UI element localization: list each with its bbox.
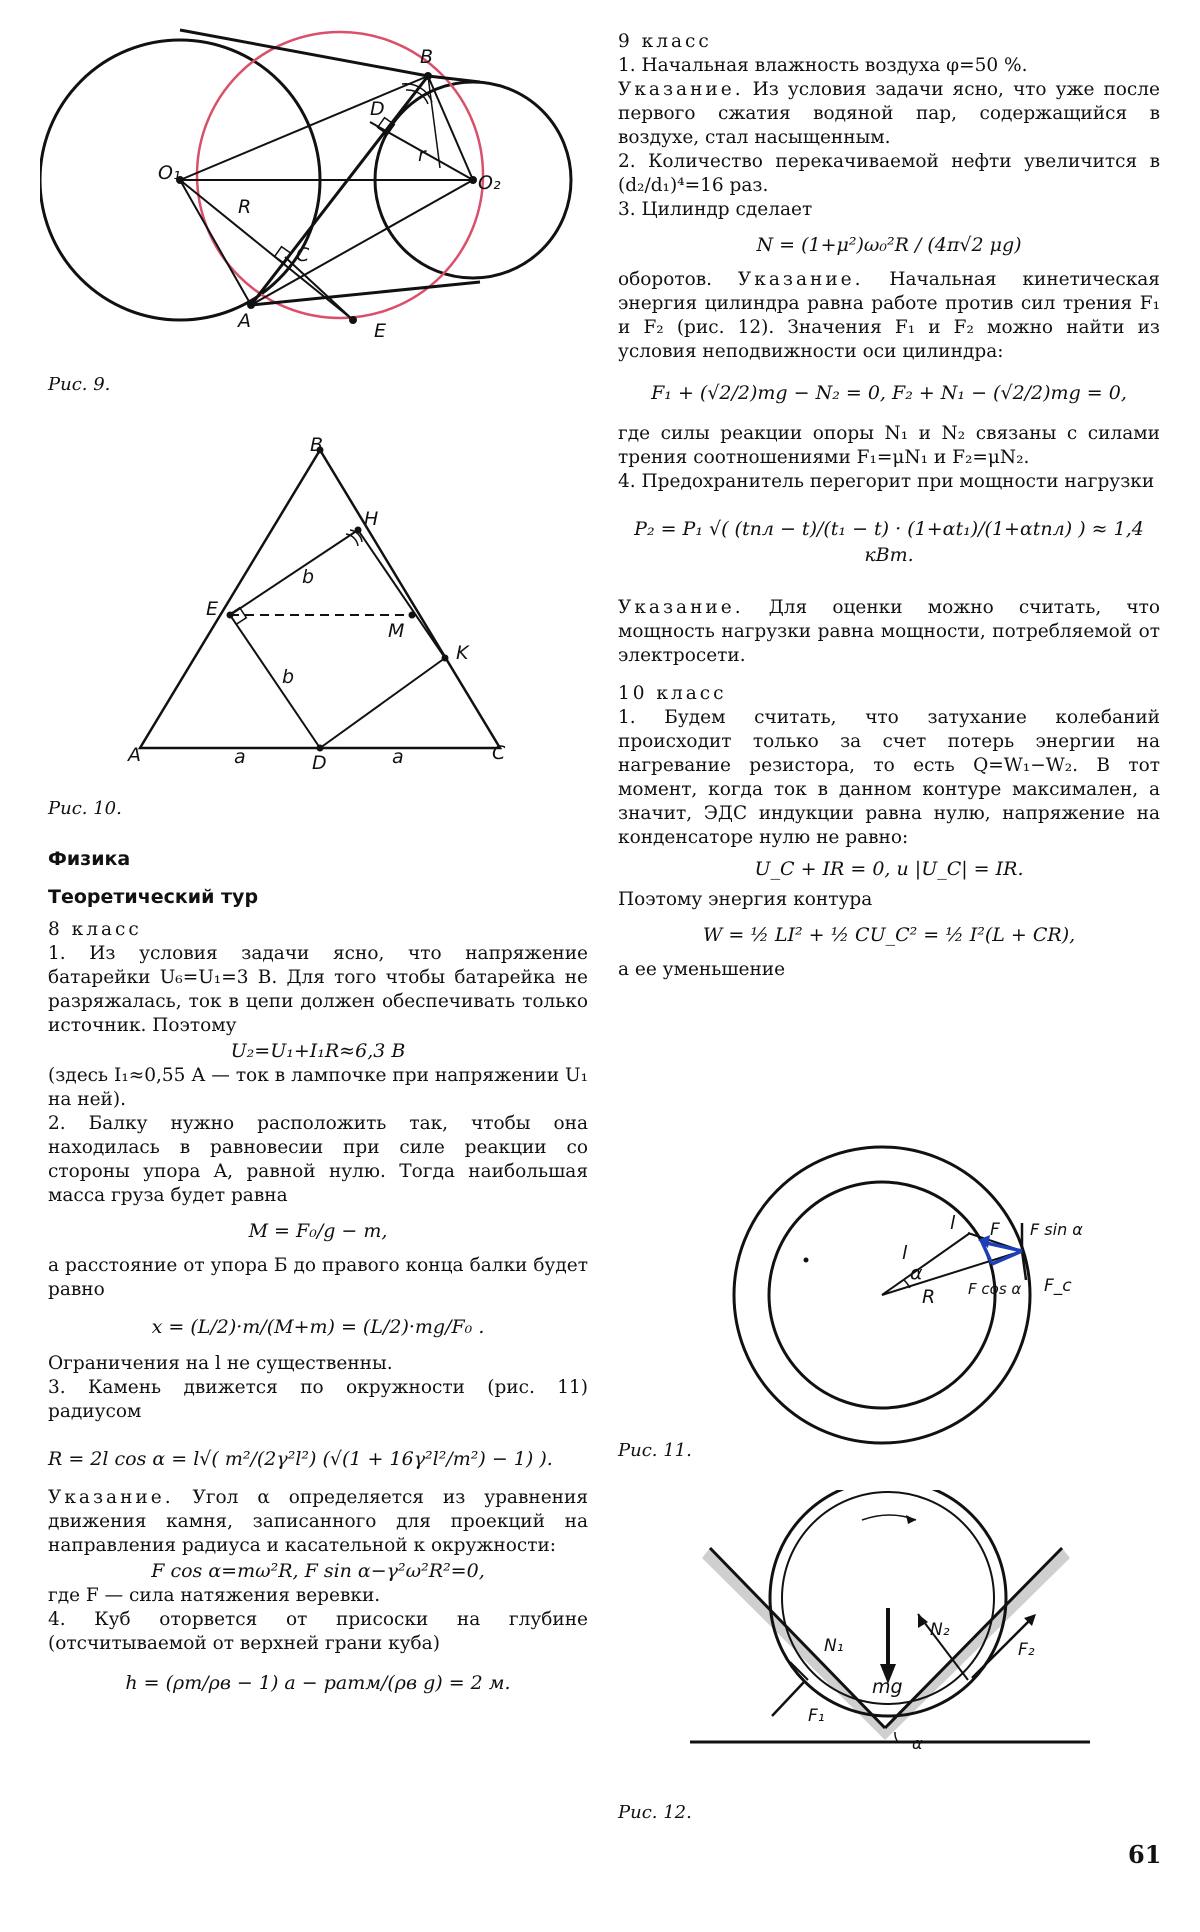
fig10-label-a1: a [234, 746, 246, 768]
fig11-label-l1: l [950, 1212, 956, 1234]
right-text-column [618, 30, 1160, 982]
g9-problem3-c: где силы реакции опоры N₁ и N₂ связаны с силами трения соотношениями F₁=μN₁ и F₂=μN₂. [618, 423, 1160, 468]
fig10-label-c: C [492, 742, 506, 764]
fig9-label-big-r: R [238, 196, 252, 218]
fig9-label-o1: O₁ [158, 162, 181, 184]
g8-problem1-note: (здесь I₁≈0,55 А — ток в лампочке при напряжении U₁ на ней). [48, 1065, 588, 1110]
figure-12 [690, 1490, 1090, 1780]
g10-problem1: 1. Будем считать, что затухание колебаний происходит только за счет потерь энергии на нагревание резистора, то есть Q=W₁−W₂. В тот момент, когда ток в данном контуре максимален, а значит, ЭДС индукции равна нулю, напряжение на конденсаторе нулю не равно: [618, 707, 1160, 848]
fig9-label-d: D [370, 98, 385, 120]
figure-10 [120, 430, 520, 770]
fig12-label-alpha: α [912, 1734, 923, 1753]
fig12-caption: Рис. 12. [618, 1802, 692, 1823]
fig10-label-k: K [456, 642, 469, 664]
fig12-label-mg: mg [872, 1676, 903, 1698]
figure-9 [40, 20, 600, 350]
left-text-column [48, 848, 588, 1696]
fig9-label-b: B [420, 46, 434, 68]
grade8-heading: 8 класс [48, 919, 142, 940]
fig10-label-b1: b [302, 566, 315, 588]
fig10-label-a2: a [392, 746, 404, 768]
grade9-heading: 9 класс [618, 31, 712, 52]
g8-problem3: 3. Камень движется по окружности (рис. 11) радиусом [48, 1377, 588, 1422]
fig12-label-n1: N₁ [824, 1636, 844, 1656]
fig11-label-f: F [990, 1220, 1000, 1240]
fig12-label-f1: F₁ [808, 1706, 825, 1726]
g8-hint-label: Указание. [48, 1487, 174, 1508]
g8-problem2-b: а расстояние от упора Б до правого конца балки будет равно [48, 1255, 588, 1300]
fig11-label-fsin: F sin α [1030, 1220, 1083, 1239]
g8-problem2-c: Ограничения на l не существенны. [48, 1353, 393, 1374]
g9-formula1: N = (1+μ²)ω₀²R / (4π√2 μg) [756, 234, 1022, 256]
circle-red [197, 32, 483, 318]
fig10-label-m: M [388, 620, 405, 642]
g8-formula6: h = (ρт/ρв − 1) a − pатм/(ρв g) = 2 м. [125, 1672, 511, 1694]
tour-title: Теоретический тур [48, 886, 259, 908]
fig10-label-b: B [310, 434, 324, 456]
fig12-label-f2: F₂ [1018, 1640, 1035, 1660]
g10-formula2: W = ½ LI² + ½ CU_C² = ½ I²(L + CR), [702, 924, 1076, 946]
g9-formula3: P₂ = P₁ √( (tпл − t)/(t₁ − t) · (1+αt₁)/(1+αtпл) ) ≈ 1,4 кВт. [634, 518, 1144, 566]
fig11-label-alpha: α [910, 1262, 923, 1284]
g8-formula3: x = (L/2)·m/(M+m) = (L/2)·mg/F₀ . [151, 1316, 485, 1338]
g9-hint1-label: Указание. [618, 79, 744, 100]
g9-problem4-hint: Для оценки можно считать, что мощность нагрузки равна мощности, потребляемой от электросети. [618, 597, 1160, 666]
fig9-label-e: E [374, 320, 387, 342]
fig10-label-e: E [206, 598, 219, 620]
fig9-label-c: C [296, 244, 310, 266]
g10-problem1-b: Поэтому энергия контура [618, 889, 873, 910]
fig11-label-fcos: F cos α [968, 1280, 1022, 1298]
fig10-label-b2: b [282, 666, 295, 688]
fig9-label-r: r [418, 144, 426, 166]
fig12-label-n2: N₂ [930, 1620, 950, 1640]
page-number: 61 [1128, 1840, 1162, 1869]
fig11-label-fc: F_c [1044, 1276, 1072, 1296]
g9-problem4: 4. Предохранитель перегорит при мощности нагрузки [618, 471, 1155, 492]
g8-problem2: 2. Балку нужно расположить так, чтобы она находилась в равновесии при силе реакции со стороны упора A, равной нулю. Тогда наибольшая масса груза будет равна [48, 1113, 588, 1206]
g8-problem3-c: где F — сила натяжения веревки. [48, 1585, 381, 1606]
g9-problem1: 1. Начальная влажность воздуха φ=50 %. [618, 55, 1028, 76]
g10-formula1: U_C + IR = 0, и |U_C| = IR. [754, 858, 1024, 880]
g8-problem3-hint: Угол α определяется из уравнения движения камня, записанного для проекций на направления радиуса и касательной к окружности: [48, 1487, 588, 1556]
g9-hint4-label: Указание. [618, 597, 744, 618]
g8-formula4: R = 2l cos α = l√( m²/(2γ²l²) (√(1 + 16γ²l²/m²) − 1) ). [48, 1448, 553, 1470]
fig9-label-a: A [238, 310, 251, 332]
fig11-label-r: R [922, 1286, 936, 1308]
fig10-label-a: A [128, 744, 141, 766]
g8-problem4: 4. Куб оторвется от присоски на глубине (отсчитываемой от верхней грани куба) [48, 1609, 588, 1654]
g9-problem3-hint: Начальная кинетическая энергия цилиндра равна работе против сил трения F₁ и F₂ (рис. 12). Значения F₁ и F₂ можно найти из условия неподвижности оси цилиндра: [618, 269, 1160, 362]
g9-hint3-label: Указание. [737, 269, 864, 290]
g9-problem3-pre: оборотов. [618, 269, 738, 290]
g8-problem1: 1. Из условия задачи ясно, что напряжение батарейки U₆=U₁=3 В. Для того чтобы батарейка не разряжалась, ток в цепи должен обеспечивать только источник. Поэтому [48, 943, 588, 1036]
fig11-label-l2: l [902, 1242, 908, 1264]
g10-problem1-c: а ее уменьшение [618, 959, 786, 980]
g8-formula1: U₂=U₁+I₁R≈6,3 В [230, 1040, 406, 1062]
g9-problem2: 2. Количество перекачиваемой нефти увеличится в (d₂/d₁)⁴=16 раз. [618, 151, 1160, 196]
fig10-caption: Рис. 10. [48, 798, 122, 819]
g8-formula5: F cos α=mω²R, F sin α−γ²ω²R²=0, [151, 1560, 485, 1582]
fig9-caption: Рис. 9. [48, 374, 111, 395]
g9-formula2: F₁ + (√2/2)mg − N₂ = 0, F₂ + N₁ − (√2/2)mg = 0, [651, 382, 1127, 404]
fig9-label-o2: O₂ [478, 172, 501, 194]
g8-formula2: M = F₀/g − m, [248, 1220, 388, 1242]
fig10-label-h: H [364, 508, 379, 530]
section-title: Физика [48, 848, 131, 870]
fig10-label-d: D [312, 752, 327, 774]
grade10-heading: 10 класс [618, 683, 727, 704]
figure-11 [730, 1140, 1060, 1470]
g9-problem1-hint: Из условия задачи ясно, что уже после первого сжатия водяной пар, содержащийся в воздухе, стал насыщенным. [618, 79, 1160, 148]
fig11-caption: Рис. 11. [618, 1440, 692, 1461]
g9-problem3: 3. Цилиндр сделает [618, 199, 813, 220]
